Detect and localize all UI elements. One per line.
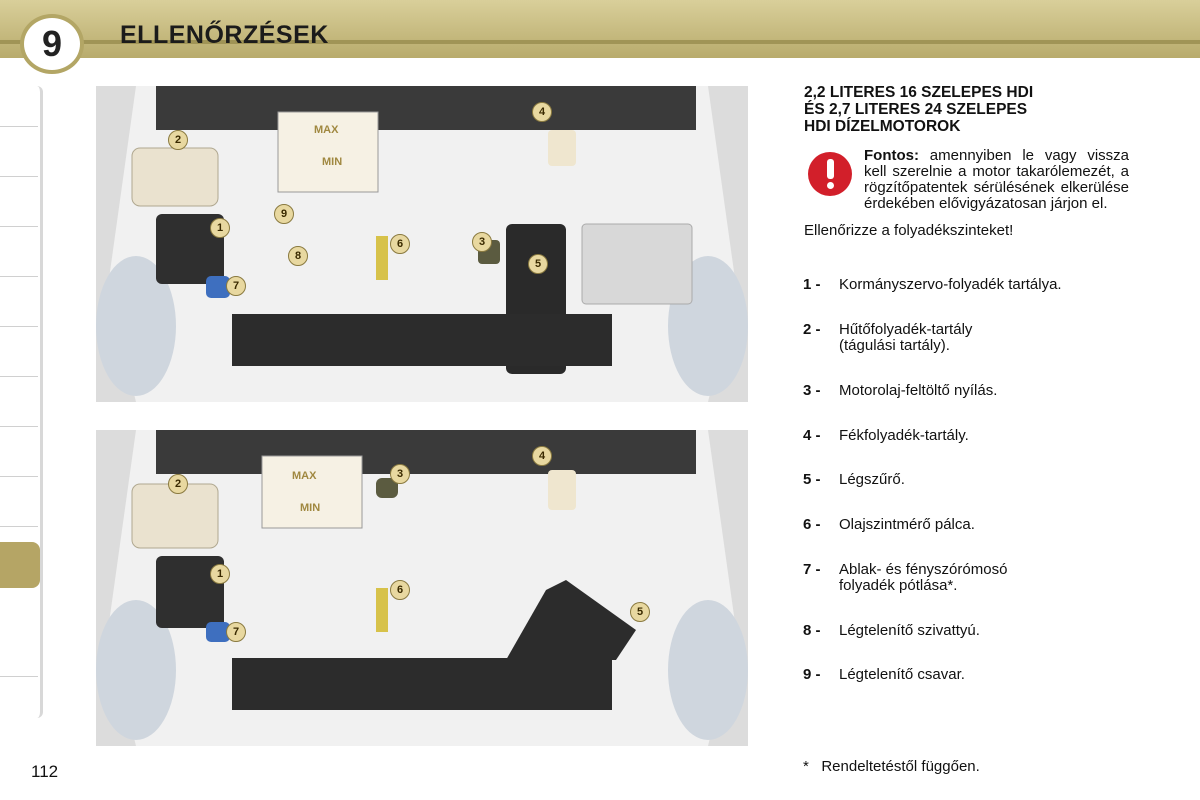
callout-marker: 4 [532,446,552,466]
callout-marker: 9 [274,204,294,224]
tab-divider [0,676,38,677]
section-heading-line: ÉS 2,7 LITERES 24 SZELEPES [804,101,1028,118]
section-heading-line: HDI DÍZELMOTOROK [804,118,961,135]
engine-bay-image-bottom [96,430,748,746]
tab-divider [0,376,38,377]
legend-label: Légtelenítő szivattyú. [839,622,980,639]
engine-illustration-top [96,86,748,402]
section-text [804,84,1129,239]
tab-divider [0,426,38,427]
legend-label: Légtelenítő csavar. [839,666,965,683]
callout-marker: 5 [630,602,650,622]
max-level-label: MAX [314,124,339,136]
tab-divider [0,126,38,127]
engine-bay-image-top [96,86,748,402]
footnote: * Rendeltetéstől függően. [803,758,980,775]
legend-label: Kormányszervo-folyadék tartálya. [839,276,1062,293]
warning-label: Fontos: [864,147,919,164]
chapter-tab-strip [0,86,43,718]
legend-number: 9 - [803,666,821,683]
callout-marker: 4 [532,102,552,122]
legend-number: 6 - [803,516,821,533]
section-heading-line: 2,2 LITERES 16 SZELEPES HDI [804,84,1034,101]
legend-label: Olajszintmérő pálca. [839,516,975,533]
min-level-label: MIN [322,156,343,168]
warning-note [804,148,1129,212]
callout-marker: 3 [472,232,492,252]
callout-marker: 6 [390,580,410,600]
callout-marker: 5 [528,254,548,274]
max-level-label: MAX [292,470,317,482]
legend-number: 7 - [803,561,821,578]
legend-label: Fékfolyadék-tartály. [839,427,969,444]
callout-marker: 6 [390,234,410,254]
tab-divider [0,276,38,277]
section-heading [804,84,1129,135]
exclamation-warning-icon [808,152,852,196]
legend-number: 5 - [803,471,821,488]
warning-paragraph [804,148,1129,212]
callout-marker: 1 [210,564,230,584]
legend-number: 4 - [803,427,821,444]
page-number: 112 [31,762,59,781]
callout-marker: 1 [210,218,230,238]
legend-label: Motorolaj-feltöltő nyílás. [839,382,998,399]
check-instruction: Ellenőrizze a folyadékszinteket! [804,222,1014,239]
tab-divider [0,326,38,327]
legend-number: 1 - [803,276,821,293]
min-level-label: MIN [300,502,321,514]
legend-label: Ablak- és fényszórómosó folyadék pótlása*. [839,561,1008,594]
callout-marker: 7 [226,276,246,296]
tab-divider [0,176,38,177]
chapter-title: ELLENŐRZÉSEK [120,21,329,49]
legend-number: 8 - [803,622,821,639]
callout-marker: 3 [390,464,410,484]
warning-text: amennyiben le vagy vissza kell szerelnie a motor takarólemezét, a rögzítőpatentek sérülésének elkerülése érdekében elővigyázatosan járjon el. [864,147,1129,212]
legend-number: 3 - [803,382,821,399]
callout-marker: 2 [168,130,188,150]
callout-marker: 7 [226,622,246,642]
legend-label: Légszűrő. [839,471,905,488]
legend-label: Hűtőfolyadék-tartály (tágulási tartály). [839,321,973,354]
callout-marker: 2 [168,474,188,494]
tab-divider [0,476,38,477]
callout-marker: 8 [288,246,308,266]
active-chapter-tab[interactable] [0,542,40,588]
engine-illustration-bottom [96,430,748,746]
chapter-number-badge: 9 [20,14,84,74]
legend-number: 2 - [803,321,821,338]
tab-divider [0,226,38,227]
tab-divider [0,526,38,527]
